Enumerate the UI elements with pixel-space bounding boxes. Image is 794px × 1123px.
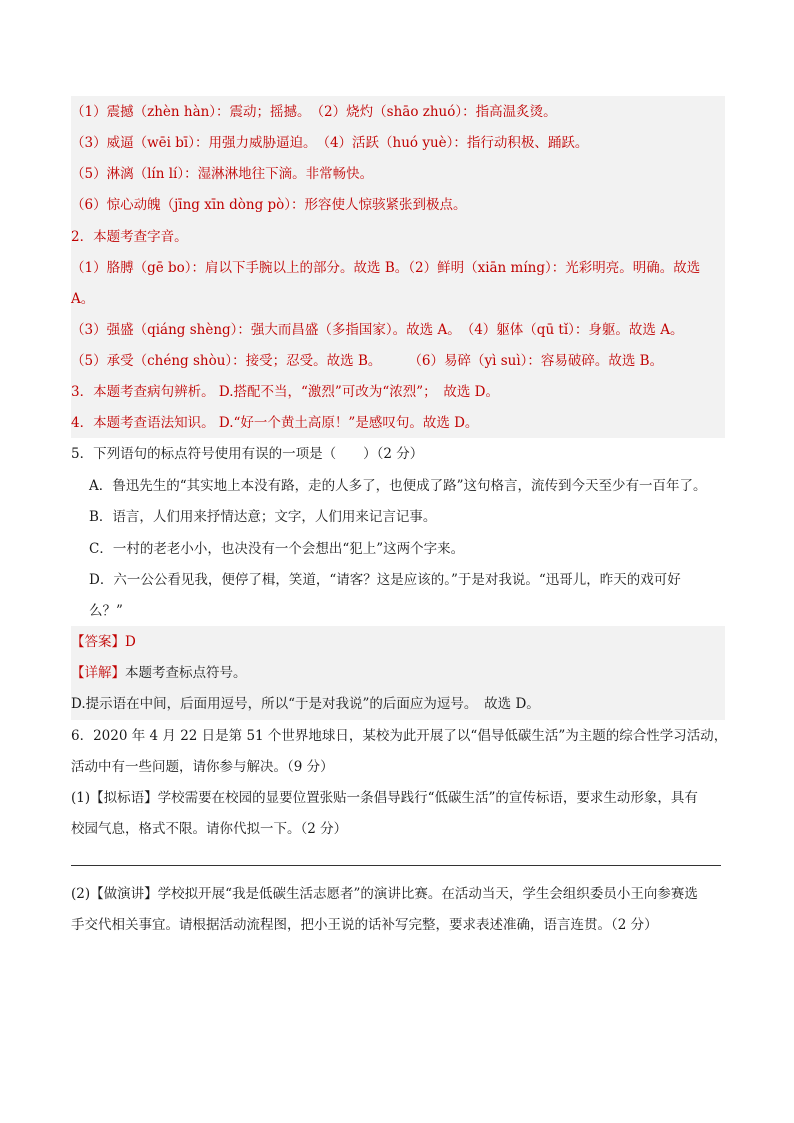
question-5-option-a: A．鲁迅先生的“其实地上本没有路，走的人多了，也便成了路”这句格言，流传到今天至少有一百年了。	[89, 478, 707, 494]
answer-line: （1）胳膊（gē bo）：肩以下手腕以上的部分。故选 B。（2）鲜明（xiān míng）：光彩明亮。明确。故选	[71, 260, 701, 276]
answer-line	[71, 627, 725, 658]
answer-line: 2．本题考查字音。	[71, 229, 188, 245]
question-5-option-b: B．语言，人们用来抒情达意；文字，人们用来记言记事。	[89, 509, 437, 525]
answer-line: （5）承受（chéng shòu）：接受；忍受。故选 B。 （6）易碎（yì suì）：容易破碎。故选 B。	[71, 353, 664, 369]
answer-blank-line	[71, 865, 721, 866]
detail-line	[71, 658, 725, 689]
question-6-stem: 6．2020 年 4 月 22 日是第 51 个世界地球日，某校为此开展了以“倡导低碳生活”为主题的综合性学习活动，	[71, 728, 728, 744]
explanation-line: D.提示语在中间，后面用逗号，所以“于是对我说”的后面应为逗号。 故选 D。	[71, 696, 540, 712]
question-5-stem: 5．下列语句的标点符号使用有误的一项是（ ）（2 分）	[71, 446, 424, 462]
answer-line: （3）强盛（qiáng shèng）：强大而昌盛（多指国家）。故选 A。 （4）躯体（qū tǐ）：身躯。故选 A。	[71, 322, 684, 338]
detail-text: 本题考查标点符号。	[125, 665, 247, 681]
answer-line: （6）惊心动魄（jīng xīn dòng pò）：形容使人惊骇紧张到极点。	[71, 197, 467, 213]
answer-line: A。	[71, 291, 95, 307]
question-6-sub2-cont: 手交代相关事宜。请根据活动流程图，把小王说的话补写完整，要求表述准确，语言连贯。（2 分）	[71, 917, 658, 933]
answer-line: 3．本题考查病句辨析。 D.搭配不当，“激烈”可改为“浓烈”； 故选 D。	[71, 384, 499, 400]
question-5-option-d-cont: 么？”	[89, 603, 123, 619]
question-6-sub1: (1)【拟标语】学校需要在校园的显要位置张贴一条倡导践行“低碳生活”的宣传标语，要求生动形象，具有	[71, 790, 698, 806]
question-6-stem-cont: 活动中有一些问题，请你参与解决。（9 分）	[71, 759, 334, 775]
answer-line: （5）淋漓（lín lí）：湿淋淋地往下滴。非常畅快。	[71, 166, 374, 182]
question-6-sub2: (2)【做演讲】学校拟开展“我是低碳生活志愿者”的演讲比赛。在活动当天，学生会组织委员小王向参赛选	[71, 886, 698, 902]
answer-line: 4．本题考查语法知识。 D.“好一个黄土高原！”是感叹句。故选 D。	[71, 415, 479, 431]
answer-explanation-block	[71, 96, 725, 438]
question-5-option-d: D．六一公公看见我，便停了楫，笑道，“请客？这是应该的。”于是对我说。“迅哥儿，昨天的戏可好	[89, 572, 681, 588]
answer-block-q5	[71, 626, 725, 720]
question-5-option-c: C．一村的老老小小，也决没有一个会想出“犯上”这两个字来。	[89, 541, 465, 557]
answer-value: D	[125, 634, 136, 650]
answer-line: （1）震撼（zhèn hàn）：震动；摇撼。 （2）烧灼（shāo zhuó）：指高温炙烫。	[71, 104, 557, 120]
question-6-sub1-cont: 校园气息，格式不限。请你代拟一下。（2 分）	[71, 821, 348, 837]
answer-line: （3）威逼（wēi bī）：用强力威胁逼迫。 （4）活跃（huó yuè）：指行动积极、踊跃。	[71, 135, 589, 151]
detail-tag: 【详解】	[71, 665, 125, 681]
answer-tag: 【答案】	[71, 634, 125, 650]
